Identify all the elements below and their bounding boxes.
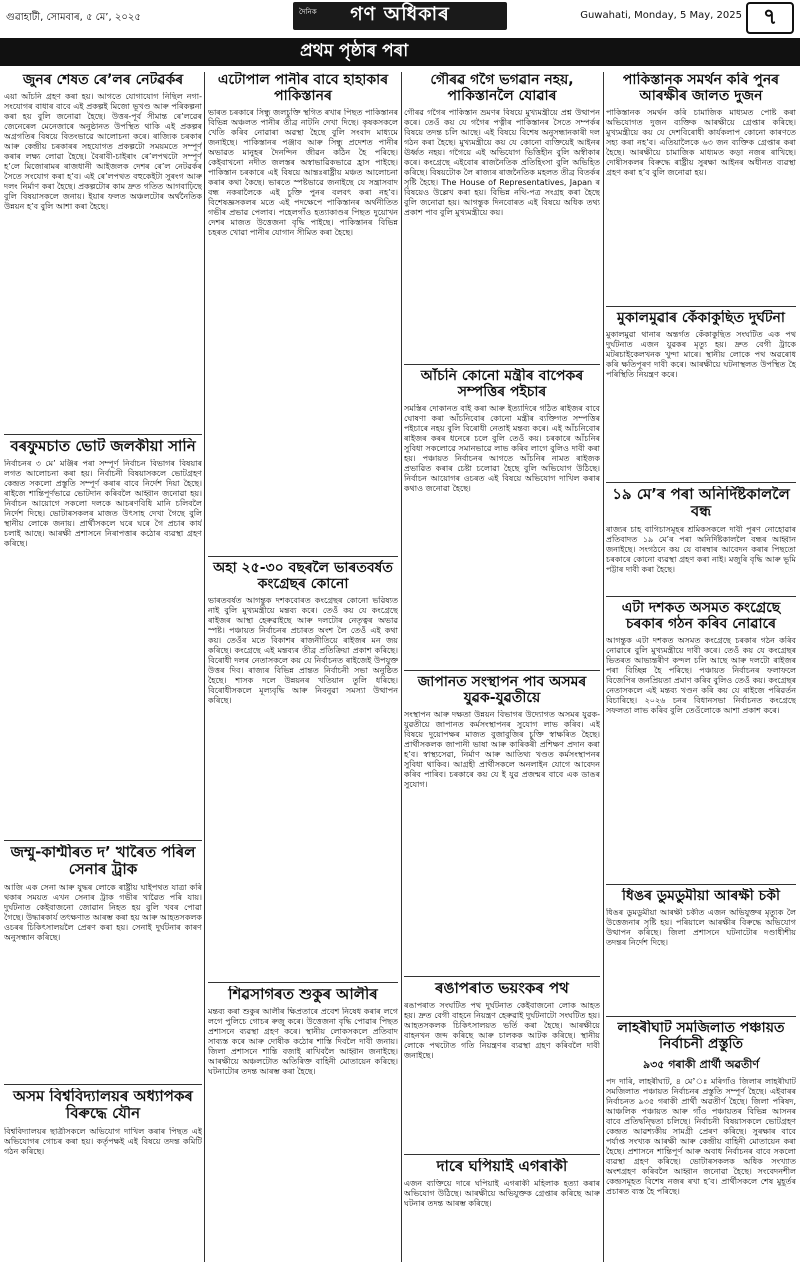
story-university (4, 1088, 202, 1262)
column-2 (208, 72, 398, 1262)
divider (208, 556, 398, 557)
story-body: ৰাজ্যৰ চাহ বাগিচাসমূহৰ শ্ৰমিকসকলে দাবী পূৰণ নোহোৱাৰ প্ৰতিবাদত ১৯ মে’ৰ পৰা অনিৰ্দিষ্টকাললৈ বন্ধৰ আহ্বান জনাইছে। সংগঠনে কয় যে বাৰম্বাৰ আবেদন কৰাৰ পিছতো চৰকাৰে কোনো ব্যৱস্থা গ্ৰহণ কৰা নাই। মজুৰি বৃদ্ধি আৰু ভূমি পট্টাৰ দাবী কৰা হৈছে। (606, 524, 796, 574)
story-congress-decade (606, 600, 796, 882)
story-army-truck (4, 844, 202, 1082)
headline: গৌৰৱ গগৈ ভগৱান নহয়, পাকিস্তানলৈ যোৱাৰ (430, 72, 574, 105)
story-body: ধিঙৰ ডুমডুমীয়া আৰক্ষী চকীত এজন অভিযুক্তৰ মৃত্যুক লৈ উত্তেজনাৰ সৃষ্টি হয়। পৰিয়ালে আৰক্ষীৰ বিৰুদ্ধে অভিযোগ উত্থাপন কৰিছে। জিলা প্ৰশাসনে ঘটনাটোৰ দণ্ডাধীশীয় তদন্তৰ নিৰ্দেশ দিছে। (606, 908, 796, 948)
headline: শিৱসাগৰত শুকুৰ আলীৰ (228, 986, 378, 1003)
column-4 (606, 72, 796, 1262)
story-police-post (606, 888, 796, 1014)
headline: বৰফুমচাত ভোট জলকীয়া সানি (10, 438, 196, 455)
story-scheme (404, 368, 600, 668)
story-laharighat (606, 1020, 796, 1262)
story-body: আগন্তুক এটা দশকত অসমত কংগ্ৰেছে চৰকাৰ গঠন কৰিব নোৱাৰে বুলি মুখ্যমন্ত্ৰীয়ে দাবী কৰে। তেওঁ কয় যে কংগ্ৰেছৰ ভিতৰত আভ্যন্তৰীণ কন্দল চলি আছে আৰু দলটো ৰাইজৰ পৰা বিচ্ছিন্ন হৈ পৰিছে। পঞ্চায়ত নিৰ্বাচনৰ ফলাফলে বিজেপিৰ জনপ্ৰিয়তা প্ৰমাণ কৰিব বুলিও তেওঁ কয়। কংগ্ৰেছৰ নেতাসকলে এই মন্তব্য খণ্ডন কৰি কয় যে ৰাইজে পৰিৱৰ্তন বিচাৰিছে। ২০২৬ চনৰ বিধানসভা নিৰ্বাচনত কংগ্ৰেছে সফলতা লাভ কৰিব বুলি তেওঁলোকে আশা প্ৰকাশ কৰে। (606, 636, 796, 716)
headline: দাৰে ঘপিয়াই এগৰাকী (436, 1158, 568, 1175)
story-congress-future (208, 560, 398, 980)
story-body: পদ দাৰি, লাহৰীঘাট, ৪ মে’ঃ মৰিগাঁও জিলাৰ লাহৰীঘাট সমজিলাত পঞ্চায়ত নিৰ্বাচনৰ প্ৰস্তুতি সম্পূৰ্ণ হৈছে। এইবাৰৰ নিৰ্বাচনত ৯৩৫ গৰাকী প্ৰাৰ্থী অৱতীৰ্ণ হৈছে। জিলা পৰিষদ, আঞ্চলিক পঞ্চায়ত আৰু গাঁও পঞ্চায়তৰ বিভিন্ন আসনৰ বাবে প্ৰতিদ্বন্দ্বিতা চলিছে। নিৰ্বাচনী বিষয়াসকলে ভোটগ্ৰহণ কেন্দ্ৰত আৱশ্যকীয় সামগ্ৰী প্ৰেৰণ কৰিছে। সুৰক্ষাৰ বাবে পৰ্যাপ্ত সংখ্যক আৰক্ষী আৰু কেন্দ্ৰীয় বাহিনী মোতায়েন কৰা হৈছে। প্ৰশাসনে শান্তিপূৰ্ণ আৰু অবাধ নিৰ্বাচনৰ বাবে সকলো ব্যৱস্থা গ্ৰহণ কৰিছে। ভোটাৰসকলক অধিক সংখ্যাত অংশগ্ৰহণ কৰিবলৈ আহ্বান জনোৱা হৈছে। সংবেদনশীল কেন্দ্ৰসমূহত বিশেষ নজৰ ৰখা হ’ব। প্ৰাৰ্থীসকলে শেষ মুহূৰ্তৰ প্ৰচাৰত ব্যস্ত হৈ পৰিছে। (606, 1077, 796, 1197)
logo-name: গণ অধিকাৰ (350, 3, 450, 25)
headline: জাপানত সংস্থাপন পাব অসমৰ যুৱক-যুৱতীয়ে (417, 674, 587, 707)
story-body: এয়া আঁচনি গ্ৰহণ কৰা হয়। আগতে যোগাযোগ নিছিল নগা-সংযোগৰ বাধাৰ বাবে এই প্ৰকল্পই মিজো ভূখণ্ড আৰু পৰিকল্পনা কৰা হয় বুলি জনোৱা হৈছে। উত্তৰ-পূৰ্ব সীমান্ত ৰে’লৱেৰ জেনেৰেল মেনেজাৰে অনুষ্ঠানত উপস্থিত থাকি এই প্ৰকল্পৰ অগ্ৰগতিৰ বিষয়ে বিতংভাৱে আলোচনা কৰে। ৰাজ্যিক চৰকাৰ আৰু কেন্দ্ৰীয় চৰকাৰৰ সহযোগত প্ৰকল্পটো সময়মতে সম্পূৰ্ণ কৰাৰ লক্ষ্য লোৱা হৈছে। বৈৰাবী-চাইৰাং ৰে’লপথটো সম্পূৰ্ণ হ’লে মিজোৰামৰ ৰাজধানী আইজলক দেশৰ ৰে’ল নেটৱৰ্কৰ সৈতে সংযোগ কৰা হ’ব। এই ৰে’লপথত বহুকেইটা সুৰংগ আৰু দলং নিৰ্মাণ কৰা হৈছে। প্ৰকল্পটোৰ কাম দ্ৰুত গতিত আগবাঢ়িছে বুলি বিষয়াসকলে জনায়। ইয়াৰ ফলত অঞ্চলটোৰ অৰ্থনৈতিক উন্নয়ন হ’ব বুলি আশা কৰা হৈছে। (4, 92, 202, 212)
subheadline: ৯৩৫ গৰাকী প্ৰাৰ্থী অৱতীৰ্ণ (642, 1058, 760, 1072)
divider (404, 976, 600, 977)
headline: মুকালমুৱাৰ কেঁকাকুছিত দুৰ্ঘটনা (617, 310, 785, 326)
divider (208, 982, 398, 983)
story-gaurav-gogoi (404, 72, 600, 362)
divider (606, 482, 796, 483)
story-body: নিৰ্বাচনৰ ৩ মে’ মঞ্জিৰ পৰা সম্পূৰ্ণ নিৰ্বাচন বিভাগৰ বিষয়াৰ লগত আলোচনা কৰা হয়। নিৰ্বাচনী বিষয়াসকলে ভোটগ্ৰহণ কেন্দ্ৰত সকলো প্ৰস্তুতি সম্পূৰ্ণ কৰাৰ বাবে নিৰ্দেশ দিয়া হৈছে। ৰাইজে শান্তিপূৰ্ণভাৱে ভোটদান কৰিবলৈ আহ্বান জনোৱা হয়। নিৰ্বাচন আয়োগে সকলো দলকে আচৰণবিধি মানি চলিবলৈ নিৰ্দেশ দিছে। ভোটাৰসকলৰ মাজত উৎসাহ দেখা গৈছে বুলি স্থানীয় লোকে জনায়। প্ৰাৰ্থীসকলে ঘৰে ঘৰে গৈ প্ৰচাৰ কাৰ্য চলাই আছে। আৰক্ষী প্ৰশাসনে নিৰাপত্তাৰ কঠোৰ ব্যৱস্থা গ্ৰহণ কৰিছে। (4, 459, 202, 549)
date-assamese: গুৱাহাটী, সোমবাৰ, ৫ মে’, ২০২৫ (6, 12, 141, 23)
story-pakistan-water (208, 72, 398, 552)
divider (606, 306, 796, 307)
divider (404, 364, 600, 365)
column-rule (401, 72, 402, 1262)
story-rail-network (4, 72, 202, 432)
headline: ১৯ মে’ৰ পৰা অনিৰ্দিষ্টকাললৈ বন্ধ (612, 486, 790, 521)
headline: এটোপাল পানীৰ বাবে হাহাকাৰ পাকিস্তানৰ (217, 72, 389, 105)
headline: এটা দশকত অসমত কংগ্ৰেছে চৰকাৰ গঠন কৰিব নোৱাৰে (621, 600, 781, 633)
story-body: পাকিস্তানক সমৰ্থন কৰি চামাজিক মাধ্যমত পোষ্ট কৰা অভিযোগত দুজন ব্যক্তিক আৰক্ষীয়ে গ্ৰেপ্তাৰ কৰিছে। মুখ্যমন্ত্ৰীয়ে কয় যে দেশবিৰোধী কাৰ্যকলাপ কোনো কাৰণতে সহ্য কৰা নহ’ব। এতিয়ালৈকে ৬৩ জন ব্যক্তিক গ্ৰেপ্তাৰ কৰা হৈছে। আৰক্ষীয়ে চামাজিক মাধ্যমত কড়া নজৰ ৰাখিছে। দোষীসকলৰ বিৰুদ্ধে ৰাষ্ট্ৰীয় সুৰক্ষা আইনৰ অধীনত ব্যৱস্থা গ্ৰহণ কৰা হ’ব বুলি জনোৱা হয়। (606, 108, 796, 178)
story-body: এজন ব্যক্তিয়ে দাৰে ঘপিয়াই এগৰাকী মহিলাক হত্যা কৰাৰ অভিযোগ উঠিছে। আৰক্ষীয়ে অভিযুক্তক গ্ৰেপ্তাৰ কৰিছে আৰু ঘটনাৰ তদন্ত আৰম্ভ কৰিছে। (404, 1179, 600, 1209)
divider (606, 596, 796, 597)
story-body: গৌৰৱ গগৈৰ পাকিস্তান ভ্ৰমণৰ বিষয়ে মুখ্যমন্ত্ৰীয়ে প্ৰশ্ন উত্থাপন কৰে। তেওঁ কয় যে গগৈৰ পত্নীৰ পাকিস্তানৰ সৈতে সম্পৰ্কৰ বিষয়ে তদন্ত চলি আছে। এই বিষয়ে বিশেষ অনুসন্ধানকাৰী দল গঠন কৰা হৈছে। মুখ্যমন্ত্ৰীয়ে কয় যে কোনো ব্যক্তিয়েই আইনৰ ঊৰ্ধ্বত নহয়। গগৈয়ে এই অভিযোগ ভিত্তিহীন বুলি অস্বীকাৰ কৰে। কংগ্ৰেছে এইবোৰ ৰাজনৈতিক প্ৰতিহিংসা বুলি অভিহিত কৰিছে। বিষয়টোক লৈ ৰাজ্যৰ ৰাজনৈতিক মহলত তীব্ৰ বিতৰ্কৰ সৃষ্টি হৈছে। The House of Representatives, Japan ৰ বিষয়েও উল্লেখ কৰা হয়। বিভিন্ন নথি-পত্ৰ সংগ্ৰহ কৰা হৈছে বুলি জনোৱা হয়। আগন্তুক দিনবোৰত এই বিষয়ে অধিক তথ্য প্ৰকাশ পাব বুলি মুখ্যমন্ত্ৰীয়ে কয়। (404, 108, 600, 218)
story-pakistan-support (606, 72, 796, 304)
story-bandh (606, 486, 796, 594)
story-body: সমস্তিৰ দোকানত বাই কৰা আৰু ইত্যাদিৰে গঠিত ৰাইজৰ বাবে ঘোষণা কৰা আঁচনিবোৰ কোনো মন্ত্ৰীৰ ব্যক্তিগত সম্পত্তিৰ পইচাৰে নহয় বুলি বিৰোধী নেতাই মন্তব্য কৰে। এই আঁচনিবোৰ ৰাইজৰ কৰৰ ধনেৰে চলে বুলি তেওঁ কয়। চৰকাৰে আঁচনিৰ সুবিধা সকলোৱে সমানভাৱে লাভ কৰিব লাগে বুলিও দাবী কৰা হয়। পঞ্চায়ত নিৰ্বাচনৰ আগতে আঁচনিৰ নামত ৰাইজক প্ৰভাৱিত কৰাৰ চেষ্টা চলোৱা হৈছে বুলি অভিযোগ উঠিছে। নিৰ্বাচন আয়োগৰ ওচৰত এই বিষয়ে অভিযোগ দাখিল কৰাৰ কথাও জনোৱা হৈছে। (404, 404, 600, 494)
masthead (0, 0, 800, 34)
page-number: ৭ (746, 2, 794, 34)
headline: আঁচনি কোনো মন্ত্ৰীৰ বাপেকৰ সম্পত্তিৰ পইচাৰ (420, 368, 584, 401)
headline: অসম বিশ্ববিদ্যালয়ৰ অধ্যাপকৰ বিৰুদ্ধে যৌন (13, 1088, 193, 1123)
headline: পাকিস্তানক সমৰ্থন কৰি পুনৰ আৰক্ষীৰ জালত দুজন (622, 72, 780, 105)
divider (404, 1154, 600, 1155)
column-1 (4, 72, 202, 1262)
divider (4, 840, 202, 841)
logo-prefix: দৈনিক (299, 8, 317, 16)
story-japan-jobs (404, 674, 600, 974)
story-vote (4, 438, 202, 838)
divider (4, 1084, 202, 1085)
newspaper-logo (293, 2, 507, 30)
headline: ধিঙৰ ডুমডুমীয়া আৰক্ষী চকী (621, 888, 780, 904)
column-3 (404, 72, 600, 1262)
story-body: সংস্থাপন আৰু দক্ষতা উন্নয়ন বিভাগৰ উদ্যোগত অসমৰ যুৱক-যুৱতীয়ে জাপানত কৰ্মসংস্থাপনৰ সুযোগ লাভ কৰিব। এই বিষয়ে দুয়োপক্ষৰ মাজত বুজাবুজিৰ চুক্তি স্বাক্ষৰিত হৈছে। প্ৰাৰ্থীসকলক জাপানী ভাষা আৰু কাৰিকৰী প্ৰশিক্ষণ প্ৰদান কৰা হ’ব। স্বাস্থ্যসেৱা, নিৰ্মাণ আৰু আতিথ্য খণ্ডত কৰ্মসংস্থাপনৰ সুবিধা থাকিব। আগ্ৰহী প্ৰাৰ্থীসকলে অনলাইন যোগে আবেদন কৰিব পাৰিব। চৰকাৰে কয় যে ই যুৱ প্ৰজন্মৰ বাবে এক ডাঙৰ সুযোগ। (404, 710, 600, 790)
story-body: ভাৰত চৰকাৰে সিন্ধু জলচুক্তি স্থগিত ৰখাৰ পিছত পাকিস্তানৰ বিভিন্ন অঞ্চলত পানীৰ তীব্ৰ নাটনি দেখা দিছে। কৃষকসকলে খেতি কৰিব নোৱাৰা অৱস্থা হৈছে বুলি সংবাদ মাধ্যমে জনাইছে। পাকিস্তানৰ পঞ্জাব আৰু সিন্ধু প্ৰদেশত পানীৰ অভাৱত মানুহৰ দৈনন্দিন জীৱন কঠিন হৈ পৰিছে। কেইবাখনো নদীত জলস্তৰ অস্বাভাৱিকভাৱে হ্ৰাস পাইছে। পাকিস্তান চৰকাৰে এই বিষয়ে আন্তঃৰাষ্ট্ৰীয় মঞ্চত আলোচনা কৰাৰ কথা কৈছে। ভাৰতে স্পষ্টভাৱে জনাইছে যে সন্ত্ৰাসবাদ বন্ধ নকৰালৈকে এই চুক্তি পুনৰ বলবৎ কৰা নহ’ব। বিশেষজ্ঞসকলৰ মতে এই পদক্ষেপে পাকিস্তানৰ অৰ্থনীতিত গভীৰ প্ৰভাৱ পেলাব। পহেলগাঁও হত্যাকাণ্ডৰ পিছত দুয়োখন দেশৰ মাজত উত্তেজনা বৃদ্ধি পাইছে। পাকিস্তানৰ বিভিন্ন চহৰত খোৱা পানীৰ যোগান সীমিত কৰা হৈছে। (208, 108, 398, 238)
headline: জুনৰ শেষত ৰে’লৰ নেটৱৰ্কৰ (22, 72, 184, 88)
date-english: Guwahati, Monday, 5 May, 2025 (580, 10, 742, 21)
section-banner: প্ৰথম পৃষ্ঠাৰ পৰা (0, 38, 800, 66)
column-rule (603, 72, 604, 1262)
story-body: ৰঙাপৰাত সংঘটিত পথ দুৰ্ঘটনাত কেইবাজনো লোক আহত হয়। দ্ৰুত বেগী বাহনে নিয়ন্ত্ৰণ হেৰুৱাই দুৰ্ঘটনাটো সংঘটিত হয়। আহতসকলক চিকিৎসালয়ত ভৰ্তি কৰা হৈছে। আৰক্ষীয়ে বাহনখন জব্দ কৰিছে আৰু চালকক আটক কৰিছে। স্থানীয় লোকে পথটোত গতি নিয়ন্ত্ৰণৰ ব্যৱস্থা গ্ৰহণ কৰিবলৈ দাবী জনাইছে। (404, 1001, 600, 1061)
headline: লাহৰীঘাট সমজিলাত পঞ্চায়ত নিৰ্বাচনী প্ৰস্তুতি (617, 1020, 785, 1053)
headline: অহা ২৫-৩০ বছৰলৈ ভাৰতবৰ্ষত কংগ্ৰেছৰ কোনো (213, 560, 393, 593)
divider (404, 670, 600, 671)
story-machete (404, 1158, 600, 1262)
story-rangapara (404, 980, 600, 1152)
story-sivasagar (208, 986, 398, 1262)
divider (606, 884, 796, 885)
story-mukalmua (606, 310, 796, 480)
story-body: মুকালমুৱা থানাৰ অন্তৰ্গত কেঁকাকুছিত সংঘটিত এক পথ দুৰ্ঘটনাত এজন যুৱকৰ মৃত্যু হয়। দ্ৰুত বেগী ট্ৰাকে মটৰচাইকেলখনক খুন্দা মাৰে। স্থানীয় লোকে পথ অৱৰোধ কৰি ক্ষতিপূৰণ দাবী কৰে। আৰক্ষীয়ে ঘটনাস্থলত উপস্থিত হৈ পৰিস্থিতি নিয়ন্ত্ৰণ কৰে। (606, 330, 796, 380)
headline: জম্মু-কাশ্মীৰত দ’ খাৰৈত পৰিল সেনাৰ ট্ৰাক (10, 844, 196, 879)
divider (606, 1016, 796, 1017)
divider (4, 434, 202, 435)
story-body: বিশ্ববিদ্যালয়ৰ ছাত্ৰীসকলে অভিযোগ দাখিল কৰাৰ পিছত এই অভিযোগৰ গোচৰ কৰা হয়। কৰ্তৃপক্ষই এই বিষয়ে তদন্ত কমিটি গঠন কৰিছে। (4, 1126, 202, 1156)
story-body: মন্তব্য কৰা শুকুৰ আলীৰ ক্ষিপ্ৰতাৰে প্ৰবেশ নিষেধ কৰাৰ লগে লগে পুলিচে গোচৰ ৰুজু কৰে। উত্তেজনা বৃদ্ধি পোৱাৰ পিছত প্ৰশাসনে ব্যৱস্থা গ্ৰহণ কৰে। স্থানীয় লোকসকলে প্ৰতিবাদ সাব্যস্ত কৰে আৰু দোষীক কঠোৰ শাস্তি দিবলৈ দাবী জনায়। জিলা প্ৰশাসনে শান্তি বজাই ৰাখিবলৈ আহ্বান জনাইছে। আৰক্ষীয়ে অঞ্চলটোত অতিৰিক্ত বাহিনী মোতায়েন কৰিছে। ঘটনাটোৰ তদন্ত আৰম্ভ কৰা হৈছে। (208, 1007, 398, 1077)
headline: ৰঙাপৰাত ভয়ংকৰ পথ (435, 980, 569, 997)
story-body: ভাৰতবৰ্ষত আগন্তুক দশকবোৰত কংগ্ৰেছৰ কোনো ভৱিষ্যত নাই বুলি মুখ্যমন্ত্ৰীয়ে মন্তব্য কৰে। তেওঁ কয় যে কংগ্ৰেছে ৰাইজৰ আস্থা হেৰুৱাইছে আৰু দলটোৰ নেতৃত্বৰ অভাৱ স্পষ্ট। পঞ্চায়ত নিৰ্বাচনৰ প্ৰচাৰত অংশ লৈ তেওঁ এই কথা কয়। তেওঁৰ মতে বিকাশৰ ৰাজনীতিয়ে ৰাইজৰ মন জয় কৰিছে। কংগ্ৰেছে এই মন্তব্যৰ তীব্ৰ প্ৰতিক্ৰিয়া প্ৰকাশ কৰিছে। বিৰোধী দলৰ নেতাসকলে কয় যে নিৰ্বাচনত ৰাইজেই উপযুক্ত উত্তৰ দিব। ৰাজ্যৰ বিভিন্ন প্ৰান্তত নিৰ্বাচনী সভা অনুষ্ঠিত হৈছে। শাসক দলে উন্নয়নৰ খতিয়ান তুলি ধৰিছে। বিৰোধীসকলে মূল্যবৃদ্ধি আৰু নিবনুৱা সমস্যা উত্থাপন কৰিছে। (208, 596, 398, 706)
story-body: আজি এক সেনা আৰু যুদ্ধৰ লোকে ৰাষ্ট্ৰীয় ঘাইপথত যাত্ৰা কৰি থকাৰ সময়ত এখন সেনাৰ ট্ৰাক গভীৰ খাৱৈত পৰি যায়। দুৰ্ঘটনাত কেইবাজনো জোৱান নিহত হয় বুলি খবৰ পোৱা গৈছে। উদ্ধাৰকাৰ্য তৎক্ষণাত আৰম্ভ কৰা হয় আৰু আহতসকলক ওচৰৰ চিকিৎসালয়লৈ প্ৰেৰণ কৰা হয়। সেনাই দুৰ্ঘটনাৰ কাৰণ অনুসন্ধান কৰিছে। (4, 882, 202, 942)
column-rule (204, 72, 205, 1262)
